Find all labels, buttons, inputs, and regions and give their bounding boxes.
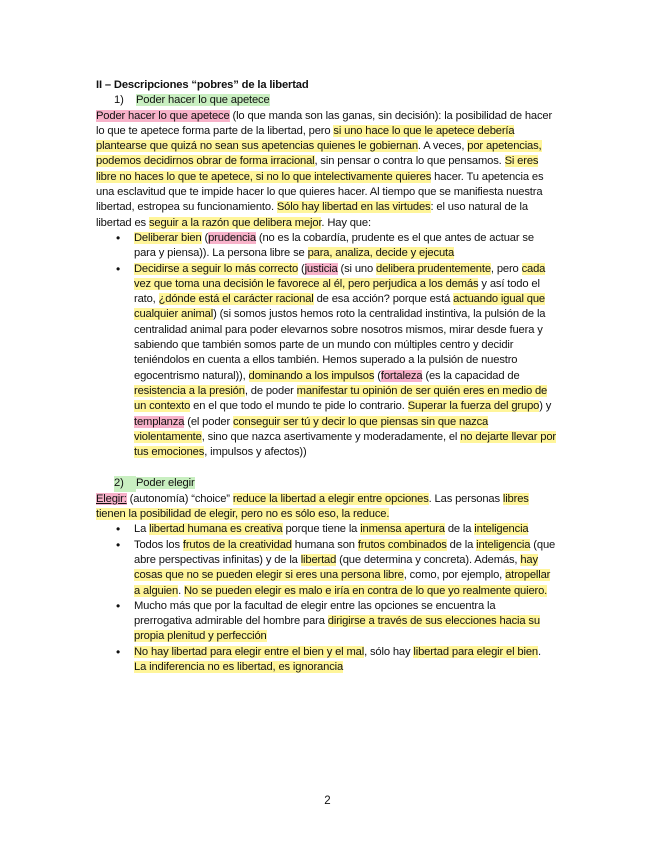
text: .: [537, 645, 541, 658]
list-item: [134, 599, 556, 645]
section-title: II – Descripciones “pobres” de la libertad: [96, 79, 309, 91]
hl-text: hay cosas que no se pueden elegir si eres una persona libre: [134, 553, 538, 582]
spacer: [96, 460, 556, 476]
subheading-1: [114, 93, 556, 108]
hl-text: libres tienen la posibilidad de elegir, pero no es sólo eso, la reduce.: [96, 492, 529, 521]
text: , sino que nazca asertivamente y moderadamente, el: [201, 430, 461, 443]
paragraph-elegir: [96, 492, 556, 523]
hl-text: libertad para elegir el bien: [413, 645, 538, 658]
list-item: [134, 538, 556, 599]
list-item: [134, 231, 556, 262]
list-item: [134, 645, 556, 676]
document-page: [96, 78, 556, 675]
hl-text: justicia: [304, 262, 338, 275]
text: (: [374, 369, 381, 382]
hl-text: delibera prudentemente: [376, 262, 491, 275]
hl-text: reduce la libertad a elegir entre opciones: [232, 492, 429, 505]
text: (que determina y concreta). Además,: [336, 553, 521, 566]
list-item: [134, 262, 556, 461]
hl-text: Elegir:: [96, 492, 127, 505]
hl-text: conseguir ser tú y decir lo que piensas sin que nazca violentamente: [134, 415, 489, 443]
hl-text: seguir a la razón que delibera mejor: [148, 216, 322, 229]
hl-text: atropellar a alguien: [134, 569, 551, 597]
elegir-list: [96, 522, 556, 675]
hl-text: si uno hace lo que le apetece debería plantearse que quizá no sean sus apetencias quienes le gobiernan: [96, 124, 515, 153]
text: : el uso natural de la libertad es: [96, 201, 528, 229]
text: (no es la cobardía, prudente es el que antes de actuar se para y piensa)). La persona libre se: [134, 231, 534, 260]
text: , de poder: [244, 384, 297, 397]
text: , impulsos y afectos)): [204, 446, 307, 459]
hl-text: frutos de la creatividad: [182, 538, 292, 551]
hl-text: libertad: [300, 553, 337, 566]
text: . Las personas: [428, 492, 503, 505]
text: , como, por ejemplo,: [403, 569, 506, 582]
subheading-label: Poder elegir: [136, 477, 195, 490]
hl-text: prudencia: [208, 231, 256, 244]
text: humana son: [291, 538, 358, 551]
hl-text: No hay libertad para elegir entre el bien y el mal: [134, 645, 365, 658]
hl-text: Superar la fuerza del grupo: [407, 400, 540, 413]
hl-text: fortaleza: [380, 369, 423, 382]
subheading-label: Poder hacer lo que apetece: [136, 94, 270, 107]
hl-text: Deliberar bien: [134, 231, 202, 244]
hl-text: manifestar tu opinión de ser quién eres en medio de un contexto: [134, 384, 548, 413]
text: , sin pensar o contra lo que pensamos.: [314, 155, 505, 168]
hl-text: cada vez que toma una decisión le favorece al él, pero perjudica a los demás: [134, 262, 546, 290]
text: hacer. Tu apetencia es una esclavitud que te impide hacer lo que quieres hacer. Al tiempo que se manifiesta nuestra libertad, estropea su funcionamiento.: [96, 170, 544, 214]
text: (que abre perspectivas infinitas) y de la: [134, 538, 556, 566]
hl-text: No se pueden elegir es malo e iría en contra de lo que yo realmente quiero.: [183, 584, 548, 597]
virtues-list: [96, 231, 556, 460]
text: de esa acción? porque está: [313, 293, 454, 306]
text: La: [134, 523, 150, 536]
hl-text: Si eres libre no haces lo que te apetece, si no lo que intelectivamente quieres: [96, 155, 539, 183]
text: (: [298, 262, 305, 275]
hl-text: Sólo hay libertad en las virtudes: [276, 201, 431, 214]
subheading-2: [114, 476, 556, 491]
hl-text: no dejarte llevar por tus emociones: [134, 430, 556, 459]
hl-text: dominando a los impulsos: [248, 369, 375, 382]
hl-text: dirigirse a través de sus elecciones hacia su propia plenitud y perfección: [134, 615, 540, 643]
text: en el que todo el mundo te pide lo contrario.: [190, 400, 408, 413]
text: porque tiene la: [282, 523, 361, 536]
hl-text: ¿dónde está el carácter racional: [158, 293, 314, 306]
text: de la: [444, 523, 475, 536]
text: Todos los: [134, 538, 183, 551]
text: , sólo hay: [364, 645, 414, 658]
text: (: [201, 231, 209, 244]
hl-text: templanza: [134, 415, 185, 428]
text: (lo que manda son las ganas, sin decisión): la posibilidad de hacer lo que te apetece forma parte de la libertad, pero: [96, 109, 553, 137]
hl-text: por apetencias, podemos decidirnos obrar de forma irracional: [96, 140, 542, 168]
hl-text: inmensa apertura: [360, 523, 445, 536]
hl-text: Poder hacer lo que apetece: [96, 109, 230, 122]
text: (el poder: [184, 415, 234, 428]
text: (es la capacidad de: [422, 369, 520, 382]
hl-text: inteligencia: [474, 523, 529, 536]
list-item: [134, 522, 556, 537]
text: (autonomía) “choice”: [126, 492, 233, 505]
text: de la: [446, 538, 477, 551]
text: Mucho más que por la facultad de elegir entre las opciones se encuentra la prerrogativa admirable del hombre para: [134, 599, 496, 628]
text: (si uno: [337, 262, 377, 275]
hl-text: para, analiza, decide y ejecuta: [307, 247, 455, 260]
page-number: 2: [324, 795, 331, 807]
hl-text: frutos combinados: [357, 538, 447, 551]
hl-text: actuando igual que cualquier animal: [134, 293, 545, 321]
paragraph-apetece: [96, 109, 556, 231]
text: y así todo el rato,: [134, 277, 540, 306]
hl-text: La indiferencia no es libertad, es ignorancia: [134, 660, 344, 673]
text: , pero: [490, 262, 522, 275]
text: .: [178, 584, 184, 597]
hl-text: libertad humana es creativa: [149, 523, 283, 536]
hl-text: resistencia a la presión: [134, 384, 245, 397]
hl-text: inteligencia: [476, 538, 531, 551]
subheading-number: 2): [114, 476, 136, 491]
subheading-number: 1): [114, 94, 124, 107]
text: . Hay que:: [321, 216, 371, 229]
text: ) y: [539, 400, 552, 413]
text: ) (si somos justos hemos roto la centralidad instintiva, la pulsión de la centralidad animal para poder elevarnos sobre nosotros mismos, mirar desde fuera y sabiendo que también somos parte de un mundo con múltiples centro y decidir teniéndolos en cuenta a ellos también. Hemos superado a la pulsión de nuestro egocentrismo natural)),: [134, 308, 546, 382]
hl-text: Decidirse a seguir lo más correcto: [134, 262, 299, 275]
text: . A veces,: [417, 140, 468, 153]
